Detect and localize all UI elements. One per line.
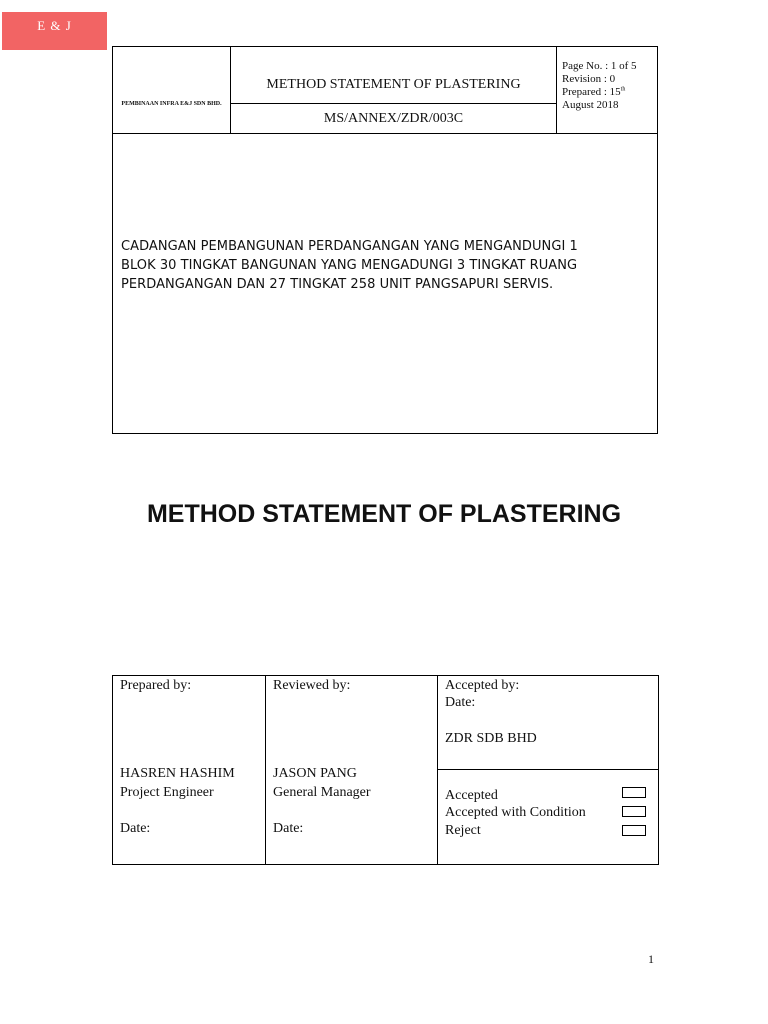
prepared-prefix: Prepared : 15 — [562, 86, 621, 98]
reviewed-by-label: Reviewed by: — [273, 678, 351, 693]
prepared-by-cell — [113, 676, 266, 864]
option-reject-label: Reject — [445, 823, 481, 838]
prepared-month: August 2018 — [562, 99, 619, 111]
main-title: METHOD STATEMENT OF PLASTERING — [146, 500, 622, 528]
page-info — [556, 47, 657, 133]
reject-checkbox[interactable] — [622, 825, 646, 836]
project-description — [121, 237, 646, 294]
accepted-by-company: ZDR SDB BHD — [445, 731, 537, 746]
page-number: 1 — [648, 952, 654, 966]
accepted-by-cell — [438, 676, 658, 864]
prepared-date — [562, 86, 657, 99]
prepared-by-name: HASREN HASHIM — [120, 766, 235, 781]
page-number-info: Page No. : 1 of 5 — [562, 60, 637, 72]
option-accepted-with-condition-label: Accepted with Condition — [445, 805, 586, 820]
prepared-by-role: Project Engineer — [120, 785, 214, 800]
reviewed-by-date: Date: — [273, 821, 304, 836]
header-top-row — [113, 47, 657, 134]
accepted-checkbox[interactable] — [622, 787, 646, 798]
company-logo: E & J — [2, 12, 107, 50]
revision-info: Revision : 0 — [562, 73, 616, 85]
signature-table — [112, 675, 659, 865]
reviewed-by-name: JASON PANG — [273, 766, 357, 781]
reviewed-by-cell — [266, 676, 438, 864]
project-line-1: CADANGAN PEMBANGUNAN PERDANGANGAN YANG MENGANDUNGI 1 — [121, 239, 578, 254]
header-title: METHOD STATEMENT OF PLASTERING — [231, 47, 556, 104]
option-accepted-label: Accepted — [445, 788, 498, 803]
prepared-suffix: th — [620, 86, 626, 93]
prepared-by-label: Prepared by: — [120, 678, 192, 693]
project-line-2: BLOK 30 TINGKAT BANGUNAN YANG MENGADUNGI 3 TINGKAT RUANG — [121, 258, 578, 273]
document-header — [112, 46, 658, 434]
project-line-3: PERDANGANGAN DAN 27 TINGKAT 258 UNIT PANGSAPURI SERVIS. — [121, 277, 554, 292]
accepted-with-condition-checkbox[interactable] — [622, 806, 646, 817]
company-name-text: PEMBINAAN INFRA E&J SDN BHD. — [121, 101, 222, 107]
document-code: MS/ANNEX/ZDR/003C — [323, 111, 464, 126]
accepted-divider — [438, 769, 658, 770]
company-name — [113, 47, 231, 133]
accepted-by-date: Date: — [445, 695, 476, 710]
reviewed-by-role: General Manager — [273, 785, 371, 800]
accepted-by-label: Accepted by: — [445, 678, 520, 693]
prepared-by-date: Date: — [120, 821, 151, 836]
